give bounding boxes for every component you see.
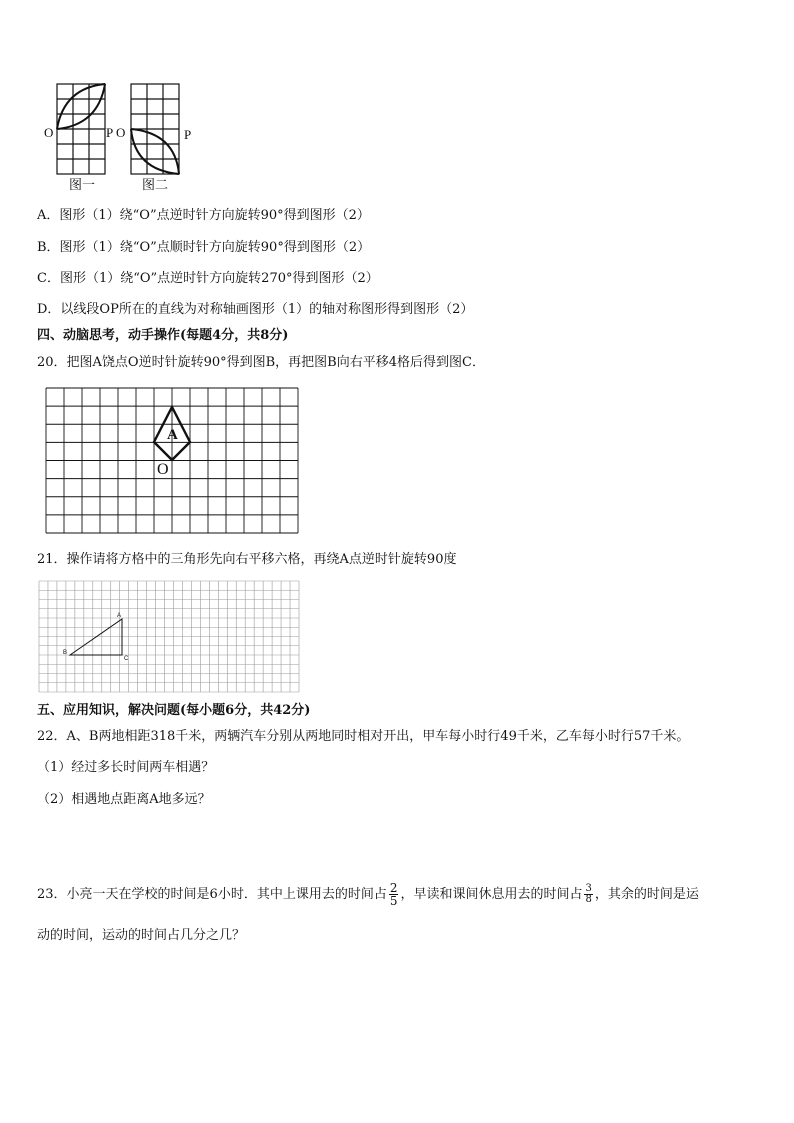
q23-part3: ，其余的时间是运 xyxy=(594,887,699,902)
vertex-b-label: B xyxy=(63,650,68,656)
q23-line1 xyxy=(37,880,699,910)
option-d: D．以线段OP所在的直线为对称轴画图形（1）的轴对称图形得到图形（2） xyxy=(37,302,474,317)
figure-1-grid xyxy=(56,83,106,175)
vertex-a-label: A xyxy=(117,613,122,619)
fig2-p-label: P xyxy=(184,127,192,142)
figure-2-grid xyxy=(130,83,180,175)
q21-grid xyxy=(38,580,300,693)
fraction-2-5: $\frac{2}{5}$ xyxy=(389,881,398,908)
fig1-o-label: O xyxy=(44,125,54,140)
q23-part2: ，早读和课间休息用去的时间占 xyxy=(400,887,583,902)
section-4-title: 四、动脑思考，动手操作(每题4分，共8分) xyxy=(37,328,289,343)
q23-part1: 23．小亮一天在学校的时间是6小时．其中上课用去的时间占 xyxy=(37,887,387,902)
q22-text: 22．A、B两地相距318千米，两辆汽车分别从两地同时相对开出，甲车每小时行49千米，乙车每小时行57千米。 xyxy=(37,729,690,744)
option-b: B．图形（1）绕“O”点顺时针方向旋转90°得到图形（2） xyxy=(37,240,371,255)
option-c: C．图形（1）绕“O”点逆时针方向旋转270°得到图形（2） xyxy=(37,271,379,286)
q20-text: 20．把图A饶点O逆时针旋转90°得到图B，再把图B向右平移4格后得到图C． xyxy=(37,355,485,370)
option-a: A．图形（1）绕“O”点逆时针方向旋转90°得到图形（2） xyxy=(37,208,370,223)
triangle-abc xyxy=(70,619,122,655)
fraction-3-8: $\frac{3}{8}$ xyxy=(585,883,592,905)
section-5-title: 五、应用知识，解决问题(每小题6分，共42分) xyxy=(37,703,311,718)
q22-sub2: （2）相遇地点距离A地多远？ xyxy=(37,792,211,807)
fig2-caption: 图二 xyxy=(142,178,169,193)
q20-grid xyxy=(45,387,299,534)
fig1-po-label: P O xyxy=(106,125,126,140)
shape-a-label: A xyxy=(167,427,178,443)
fig1-caption: 图一 xyxy=(69,178,96,193)
point-o-label: O xyxy=(157,461,169,478)
q23-line2: 动的时间，运动的时间占几分之几？ xyxy=(37,928,246,943)
q22-sub1: （1）经过多长时间两车相遇？ xyxy=(37,760,215,775)
vertex-c-label: C xyxy=(124,656,129,662)
q21-text: 21．操作请将方格中的三角形先向右平移六格，再绕A点逆时针旋转90度 xyxy=(37,552,457,567)
